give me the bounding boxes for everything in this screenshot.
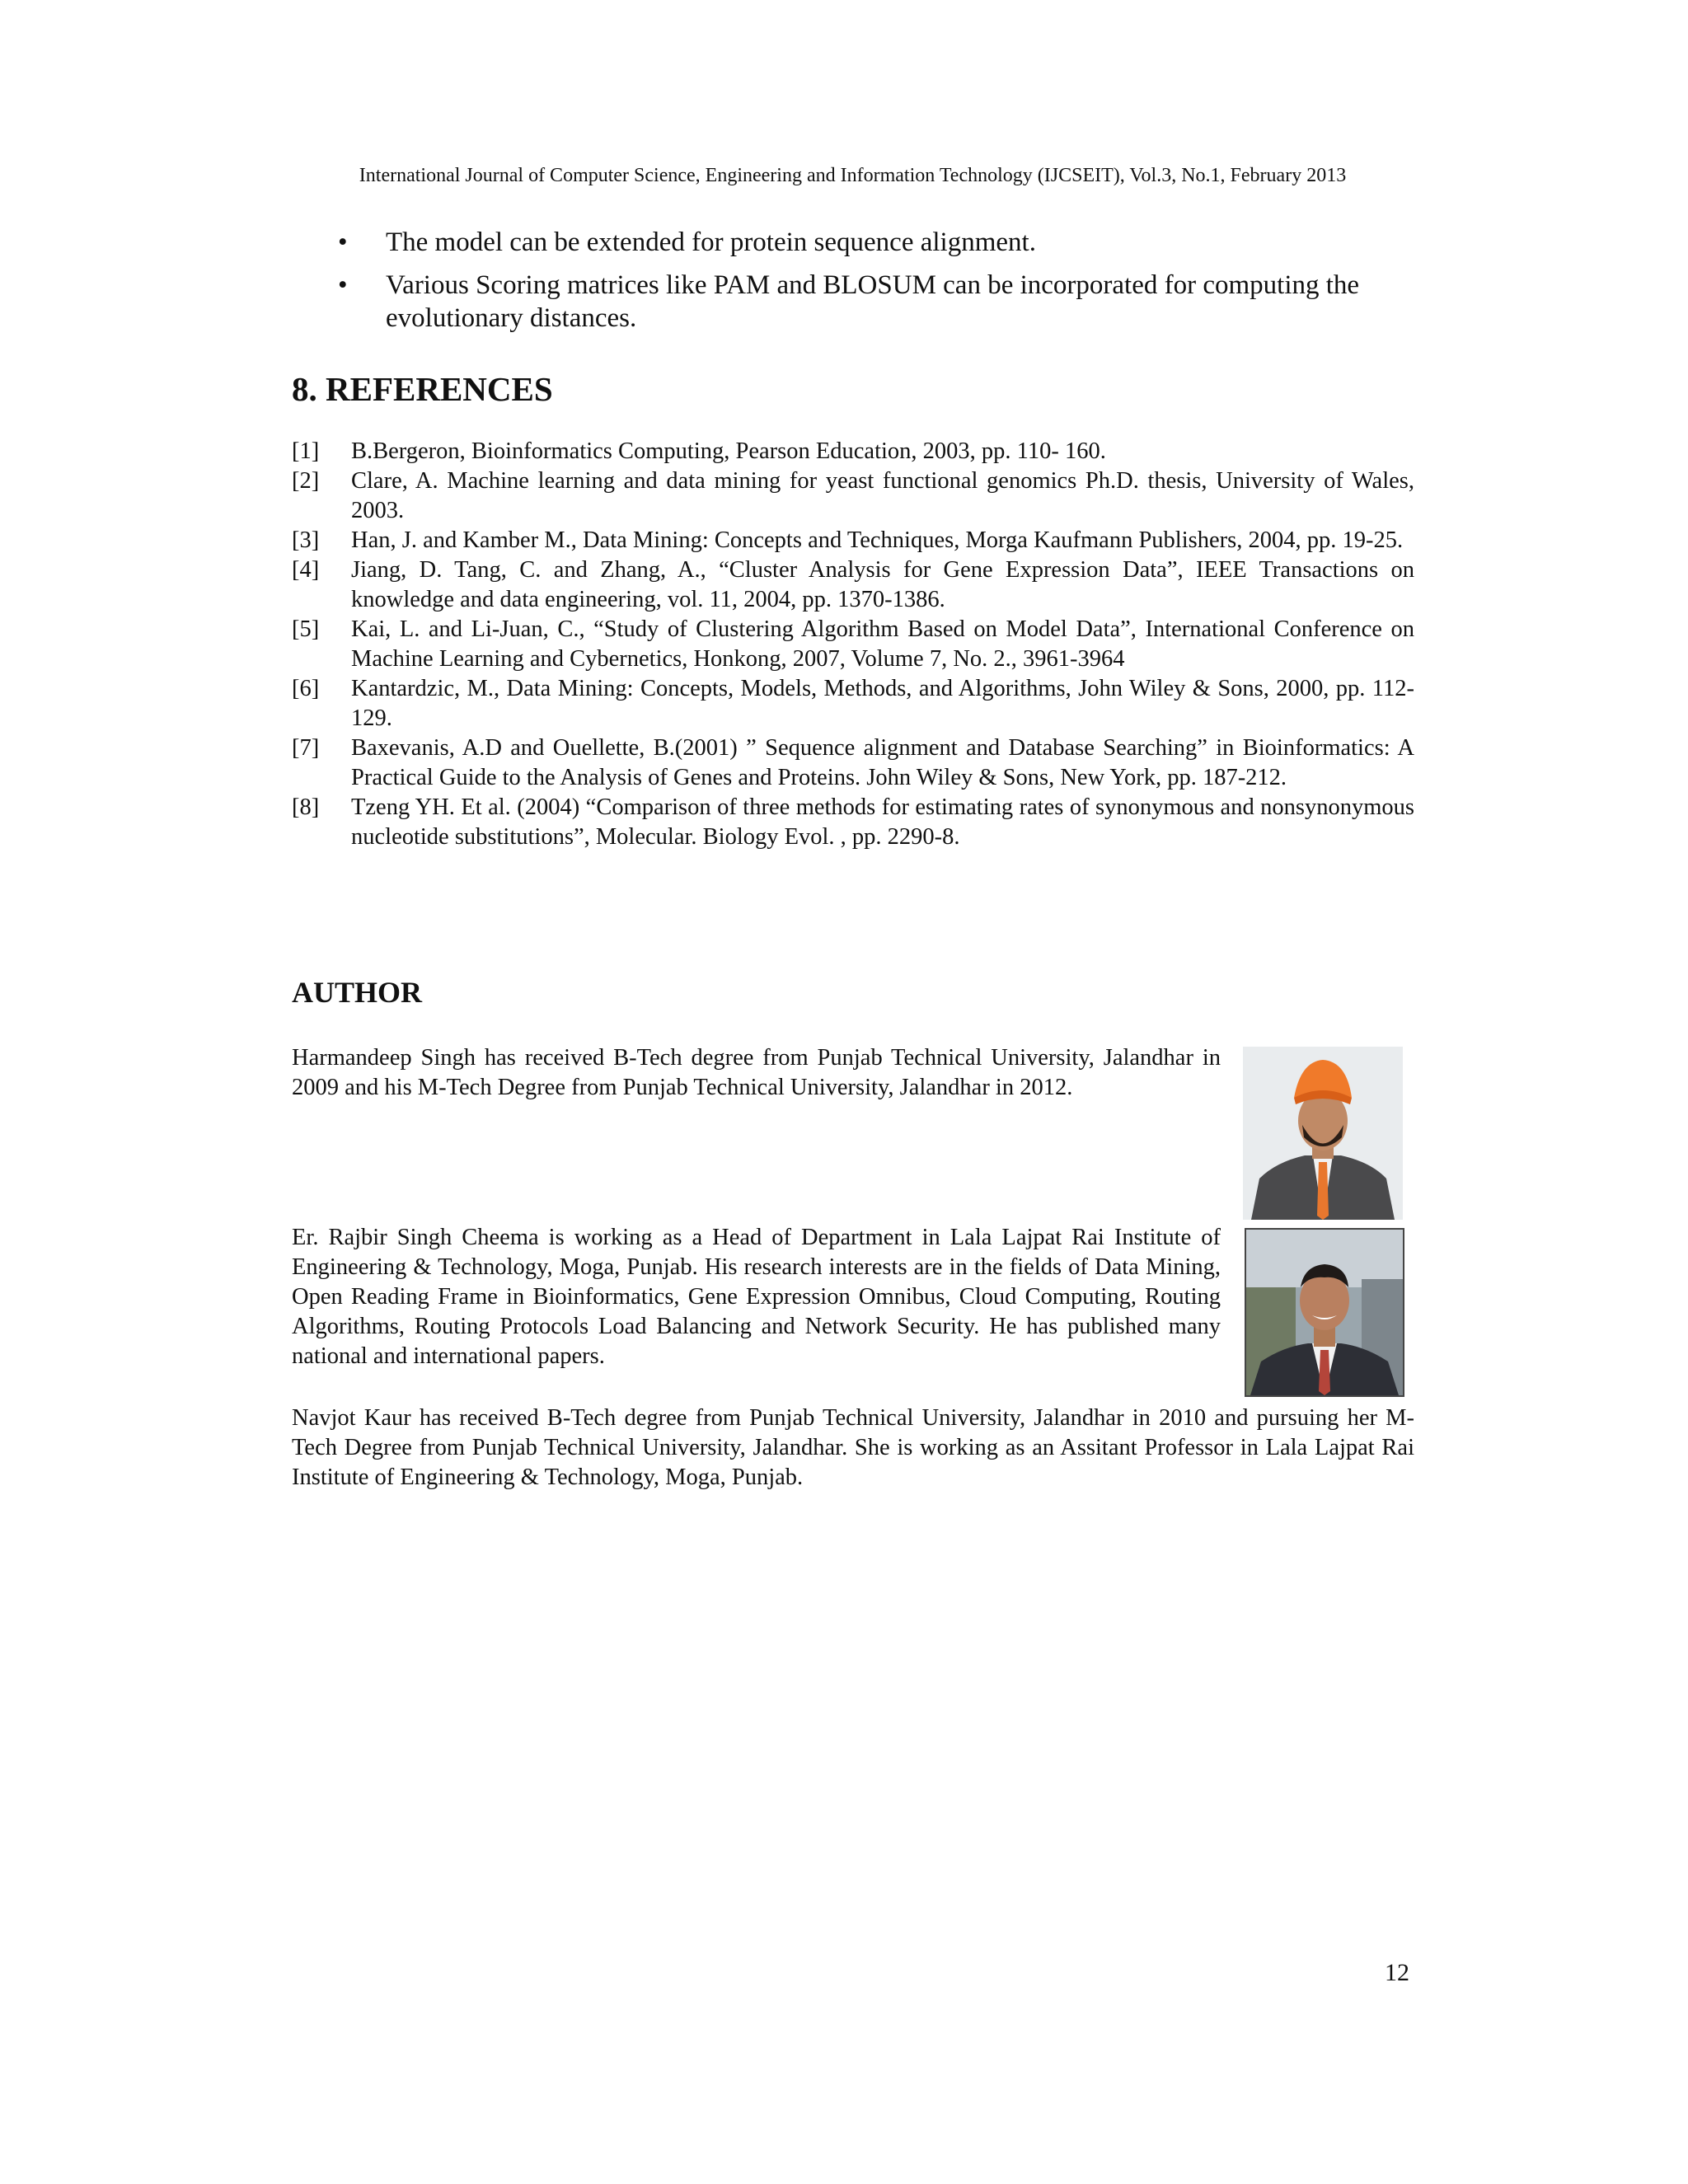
reference-number: [1]: [292, 438, 320, 464]
author-photo-harmandeep: [1243, 1047, 1403, 1220]
reference-item: [292, 526, 1414, 555]
author-bio-navjot: Navjot Kaur has received B-Tech degree from Punjab Technical University, Jalandhar in 2010 and pursuing her M-Tech Degree from Punjab Technical University, Jalandhar. She is working as an Assitant Professor in Lala Lajpat Rai Institute of Engineering & Technology, Moga, Punjab.: [292, 1405, 1414, 1490]
reference-item: [292, 437, 1414, 466]
reference-number: [2]: [292, 468, 320, 494]
portrait-image: [1243, 1047, 1403, 1220]
bullet-marker: •: [338, 270, 348, 300]
references-list: [292, 437, 1414, 852]
page-number: 12: [1385, 1959, 1409, 1986]
bullet-text: The model can be extended for protein sequence alignment.: [386, 227, 1036, 257]
author-bio-rajbir: Er. Rajbir Singh Cheema is working as a Head of Department in Lala Lajpat Rai Institute of Engineering & Technology, Moga, Punjab. His research interests are in the fields of Data Mining, Open Reading Frame in Bioinformatics, Gene Expression Omnibus, Cloud Computing, Routing Algorithms, Routing Protocols Load Balancing and Network Security. He has published many national and international papers.: [292, 1225, 1221, 1369]
reference-text: Kantardzic, M., Data Mining: Concepts, Models, Methods, and Algorithms, John Wiley & Sons, 2000, pp. 112-129.: [351, 676, 1414, 731]
reference-item: [292, 674, 1414, 733]
reference-item: [292, 793, 1414, 852]
reference-number: [6]: [292, 676, 320, 701]
bullet-item: [338, 269, 1418, 335]
reference-number: [4]: [292, 557, 320, 583]
reference-number: [7]: [292, 735, 320, 761]
running-header: International Journal of Computer Science, Engineering and Information Technology (IJCSEIT), Vol.3, No.1, February 2013: [359, 165, 1347, 186]
reference-item: [292, 615, 1414, 674]
reference-number: [3]: [292, 527, 320, 553]
author-photo-rajbir: [1245, 1228, 1404, 1397]
reference-item: [292, 555, 1414, 615]
author-heading: AUTHOR: [292, 976, 423, 1009]
reference-text: Kai, L. and Li-Juan, C., “Study of Clustering Algorithm Based on Model Data”, International Conference on Machine Learning and Cybernetics, Honkong, 2007, Volume 7, No. 2., 3961-3964: [351, 616, 1414, 672]
reference-text: Tzeng YH. Et al. (2004) “Comparison of three methods for estimating rates of synonymous and nonsynonymous nucleotide substitutions”, Molecular. Biology Evol. , pp. 2290-8.: [351, 794, 1414, 850]
reference-number: [8]: [292, 794, 320, 820]
reference-text: Han, J. and Kamber M., Data Mining: Concepts and Techniques, Morga Kaufmann Publishers, 2004, pp. 19-25.: [351, 527, 1404, 553]
reference-text: Clare, A. Machine learning and data mining for yeast functional genomics Ph.D. thesis, University of Wales, 2003.: [351, 468, 1414, 523]
reference-text: Jiang, D. Tang, C. and Zhang, A., “Cluster Analysis for Gene Expression Data”, IEEE Transactions on knowledge and data engineering, vol. 11, 2004, pp. 1370-1386.: [351, 557, 1414, 612]
bullet-marker: •: [338, 227, 348, 257]
portrait-image: [1246, 1230, 1403, 1395]
bullet-text: Various Scoring matrices like PAM and BLOSUM can be incorporated for computing the evolutionary distances.: [386, 270, 1360, 333]
future-work-bullets: [338, 226, 1418, 344]
author-bio-harmandeep: Harmandeep Singh has received B-Tech degree from Punjab Technical University, Jalandhar in 2009 and his M-Tech Degree from Punjab Technical University, Jalandhar in 2012.: [292, 1045, 1221, 1100]
references-heading: 8. REFERENCES: [292, 370, 553, 408]
reference-item: [292, 466, 1414, 526]
bullet-item: [338, 226, 1418, 259]
reference-item: [292, 733, 1414, 793]
reference-text: Baxevanis, A.D and Ouellette, B.(2001) ” Sequence alignment and Database Searching” in Bioinformatics: A Practical Guide to the Analysis of Genes and Proteins. John Wiley & Sons, New York, pp. 187-212.: [351, 735, 1414, 790]
reference-number: [5]: [292, 616, 320, 642]
reference-text: B.Bergeron, Bioinformatics Computing, Pearson Education, 2003, pp. 110- 160.: [351, 438, 1106, 464]
